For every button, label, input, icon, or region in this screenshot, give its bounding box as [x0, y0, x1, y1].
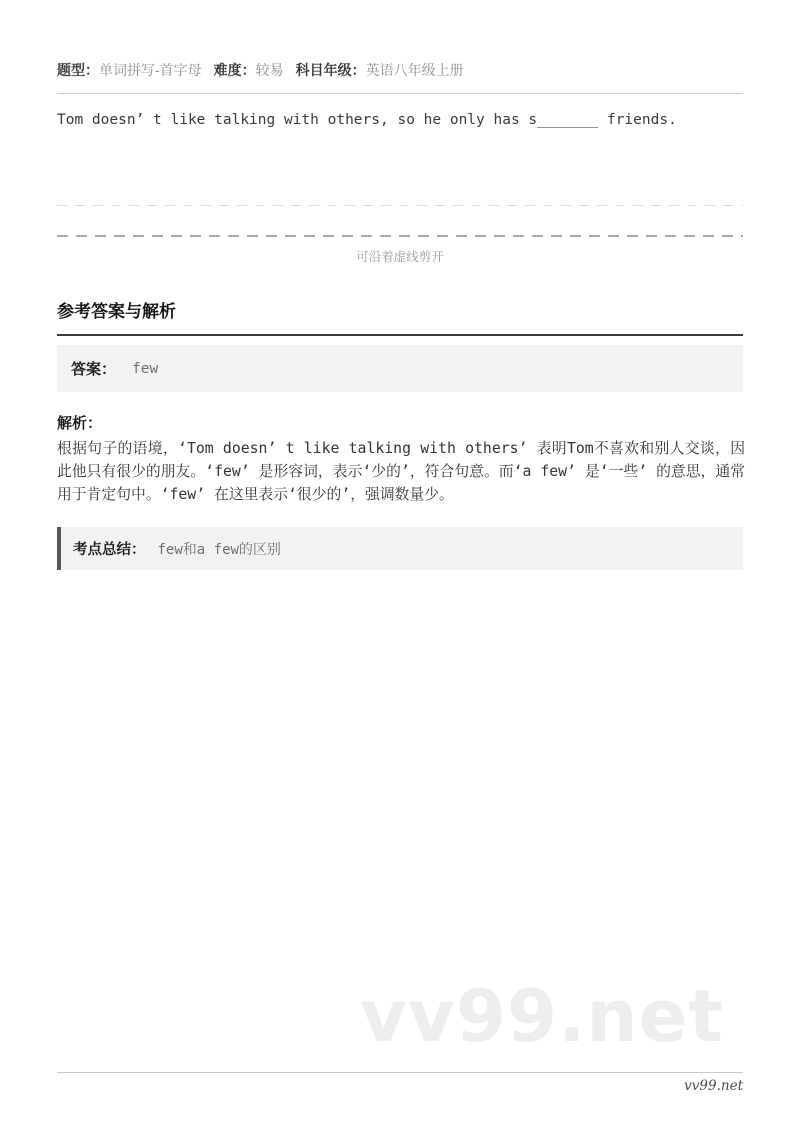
meta-grade-label: 科目年级：: [295, 62, 366, 78]
dashed-divider-light: [57, 205, 743, 206]
question-text: Tom doesn’ t like talking with others, so he only has s_______ friends.: [57, 112, 677, 128]
footer-divider: [57, 1072, 743, 1073]
meta-grade-value: 英语八年级上册: [365, 62, 464, 78]
answer-section-title: 参考答案与解析: [57, 297, 743, 336]
meta-type-label: 题型：: [57, 62, 99, 78]
answer-label: 答案：: [71, 361, 117, 378]
cut-along-line-note: 可沿着虚线剪开: [356, 250, 444, 264]
footer-site-name: vv99.net: [684, 1078, 743, 1094]
answer-value: few: [132, 360, 159, 377]
answer-box: [57, 345, 743, 392]
question-meta-bar: [57, 60, 743, 94]
meta-type-value: 单词拼写-首字母: [99, 62, 202, 78]
keypoint-summary-box: [57, 527, 743, 570]
meta-difficulty-value: 较易: [255, 62, 284, 78]
keypoint-label: 考点总结：: [73, 542, 146, 558]
analysis-label: 解析：: [57, 415, 103, 432]
meta-difficulty-label: 难度：: [213, 62, 256, 78]
site-watermark: vv99.net: [360, 974, 724, 1058]
dashed-cut-line: [57, 235, 743, 237]
analysis-text: 根据句子的语境，‘Tom doesn’ t like talking with others’ 表明Tom不喜欢和别人交谈，因此他只有很少的朋友。‘few’ 是形容词，表示‘少的’，符合句意。而‘a few’ 是‘一些’ 的意思，通常用于肯定句中。‘few’ 在这里表示‘很少的’，强调数量少。: [57, 440, 745, 503]
keypoint-value: few和a few的区别: [157, 541, 281, 558]
